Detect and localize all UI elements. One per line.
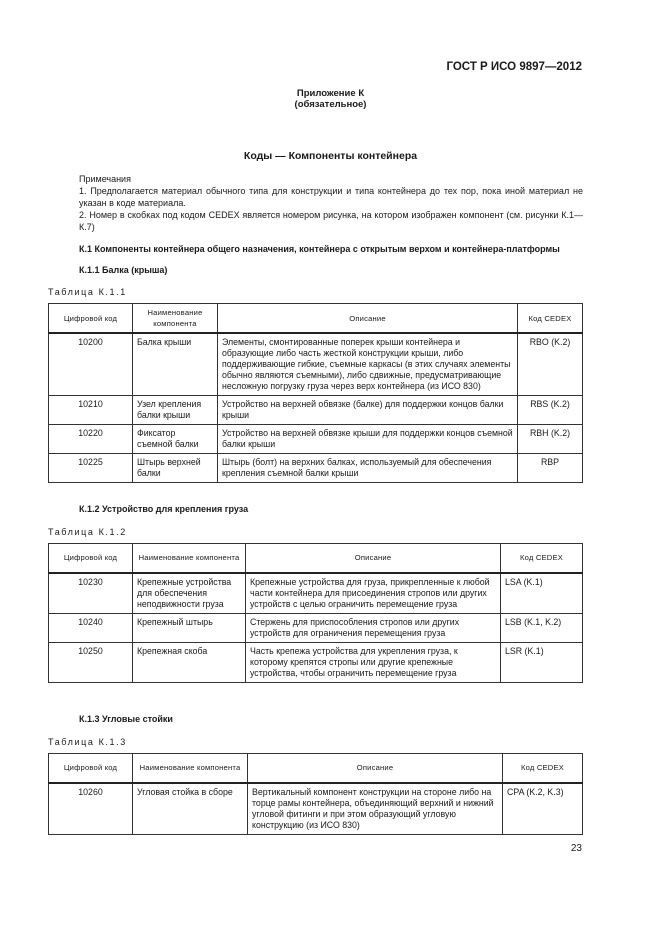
cell-cedex: RBS (K.2) xyxy=(518,396,583,425)
section-k12-heading: К.1.2 Устройство для крепления груза xyxy=(79,504,249,514)
cell-cedex: LSR (K.1) xyxy=(501,642,583,682)
column-header-cedex: Код CEDEX xyxy=(503,754,583,783)
annex-status: (обязательное) xyxy=(294,99,367,110)
column-header-description: Описание xyxy=(218,304,518,334)
cell-description: Устройство на верхней обвязке (балке) для поддержки концов балки крыши xyxy=(218,396,518,425)
cell-code: 10210 xyxy=(49,396,133,425)
cell-description: Устройство на верхней обвязке крыши для поддержки концов съемной балки крыши xyxy=(218,425,518,454)
table-row xyxy=(49,396,583,425)
column-header-code: Цифровой код xyxy=(49,304,133,334)
page-title: Коды — Компоненты контейнера xyxy=(243,150,418,162)
cell-name: Крепежный штырь xyxy=(133,613,246,642)
table-row xyxy=(49,613,583,642)
table-row xyxy=(49,783,583,835)
table-k11 xyxy=(48,303,583,483)
column-header-cedex: Код CEDEX xyxy=(518,304,583,334)
table-row xyxy=(49,425,583,454)
section-k13-heading: К.1.3 Угловые стойки xyxy=(79,714,173,724)
column-header-description: Описание xyxy=(246,544,501,573)
column-header-description: Описание xyxy=(248,754,503,783)
column-header-code: Цифровой код xyxy=(49,544,133,573)
table-header-row xyxy=(49,754,583,783)
table-header-row xyxy=(49,544,583,573)
cell-name: Угловая стойка в сборе xyxy=(133,783,248,835)
table-row xyxy=(49,333,583,396)
notes-block xyxy=(79,173,583,233)
cell-name: Балка крыши xyxy=(133,333,218,396)
column-header-code: Цифровой код xyxy=(49,754,133,783)
annex-heading xyxy=(0,88,661,110)
cell-description: Стержень для приспособления стропов или других устройств для ограничения перемещения груза xyxy=(246,613,501,642)
table-k13-caption: Таблица К.1.3 xyxy=(48,737,127,747)
cell-code: 10240 xyxy=(49,613,133,642)
cell-description: Штырь (болт) на верхних балках, используемый для обеспечения крепления съемной балки крыши xyxy=(218,454,518,483)
cell-name: Фиксатор съемной балки xyxy=(133,425,218,454)
cell-name: Узел крепления балки крыши xyxy=(133,396,218,425)
table-row xyxy=(49,454,583,483)
cell-code: 10260 xyxy=(49,783,133,835)
cell-code: 10230 xyxy=(49,573,133,614)
column-header-name: Наименование компонента xyxy=(133,754,248,783)
note-2: 2. Номер в скобках под кодом CEDEX является номером рисунка, на котором изображен компонент (см. рисунки К.1—К.7) xyxy=(79,210,583,232)
cell-cedex: CPA (K.2, K.3) xyxy=(503,783,583,835)
cell-code: 10225 xyxy=(49,454,133,483)
cell-cedex: RBO (K.2) xyxy=(518,333,583,396)
cell-code: 10220 xyxy=(49,425,133,454)
table-k11-caption: Таблица К.1.1 xyxy=(48,287,127,297)
cell-cedex: LSB (K.1, K.2) xyxy=(501,613,583,642)
cell-description: Вертикальный компонент конструкции на стороне либо на торце рамы контейнера, объединяющий верхний и нижний угловой фитинги и при этом образующий угловую конструкцию (из ИСО 830) xyxy=(248,783,503,835)
cell-code: 10250 xyxy=(49,642,133,682)
table-row xyxy=(49,573,583,614)
cell-name: Крепежная скоба xyxy=(133,642,246,682)
table-header-row xyxy=(49,304,583,334)
column-header-cedex: Код CEDEX xyxy=(501,544,583,573)
notes-heading: Примечания xyxy=(79,174,131,184)
document-number: ГОСТ Р ИСО 9897—2012 xyxy=(446,61,582,73)
cell-cedex: LSA (K.1) xyxy=(501,573,583,614)
cell-cedex: RBP xyxy=(518,454,583,483)
note-1: 1. Предполагается материал обычного типа для конструкции и типа контейнера до тех пор, пока иной материал не указан в коде материала. xyxy=(79,186,583,208)
column-header-name: Наименование компонента xyxy=(133,304,218,334)
column-header-name: Наименование компонента xyxy=(133,544,246,573)
table-row xyxy=(49,642,583,682)
section-k11-heading: К.1.1 Балка (крыша) xyxy=(79,265,168,275)
table-k12-caption: Таблица К.1.2 xyxy=(48,527,127,537)
cell-cedex: RBH (K.2) xyxy=(518,425,583,454)
cell-description: Элементы, смонтированные поперек крыши контейнера и образующие либо часть жесткой конструкции крыши, либо поддерживающие гибкие, съемные каркасы (в этих случаях элементы обычно являются съемными), либо сдвижные, предусматривающие несложную погрузку груза через верх контейнера (из ИСО 830) xyxy=(218,333,518,396)
cell-description: Крепежные устройства для груза, прикрепленные к любой части контейнера для присоединения стропов или других устройств с целью ограничить перемещение груза xyxy=(246,573,501,614)
cell-name: Крепежные устройства для обеспечения неподвижности груза xyxy=(133,573,246,614)
cell-description: Часть крепежа устройства для укрепления груза, к которому крепятся стропы или другие крепежные устройства, чтобы ограничить перемещение груза xyxy=(246,642,501,682)
page-number: 23 xyxy=(570,843,582,854)
table-k13 xyxy=(48,753,583,835)
cell-code: 10200 xyxy=(49,333,133,396)
cell-name: Штырь верхней балки xyxy=(133,454,218,483)
table-k12 xyxy=(48,543,583,683)
annex-title: Приложение К xyxy=(296,88,365,99)
section-k1-heading: К.1 Компоненты контейнера общего назначения, контейнера с открытым верхом и контейнера-платформы xyxy=(79,244,560,254)
